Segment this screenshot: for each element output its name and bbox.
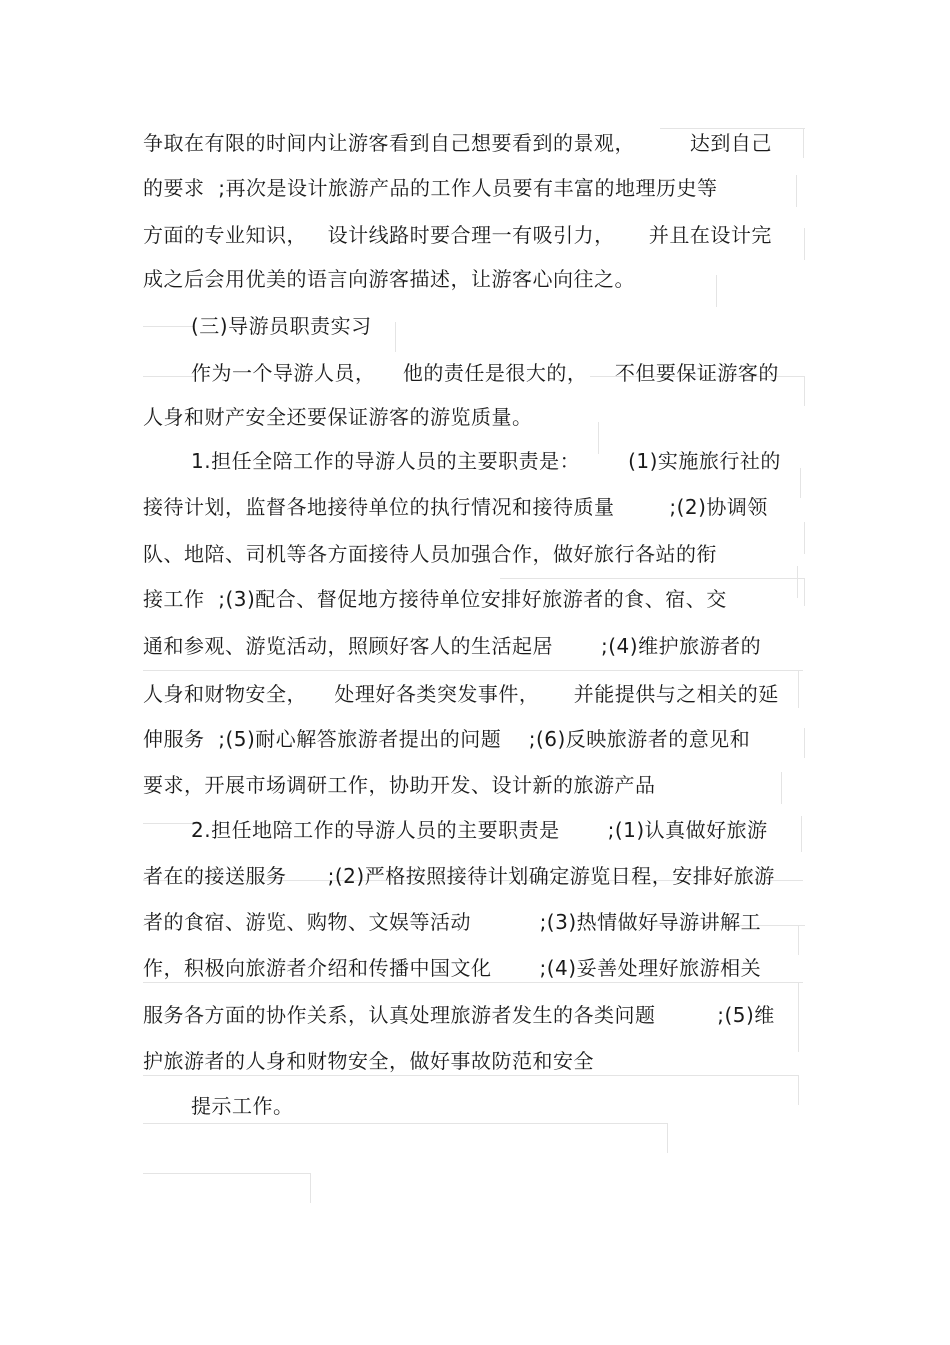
text-line: 队、地陪、司机等各方面接待人员加强合作，做好旅行各站的衔 <box>143 542 717 566</box>
rule-line <box>803 128 804 158</box>
rule-line <box>143 1123 668 1124</box>
rule-line <box>143 1075 798 1076</box>
text-line: 人身和财物安全， 处理好各类突发事件， 并能提供与之相关的延 <box>143 682 779 706</box>
rule-line <box>804 376 805 406</box>
rule-line <box>143 376 195 377</box>
rule-line <box>804 578 805 606</box>
text-line: 者的食宿、游览、购物、文娱等活动 ;(3)热情做好导游讲解工 <box>143 910 762 934</box>
rule-line <box>143 670 803 671</box>
section-heading: (三)导游员职责实习 <box>191 314 372 338</box>
rule-line <box>143 982 803 983</box>
text-line: 作，积极向旅游者介绍和传播中国文化 ;(4)妥善处理好旅游相关 <box>143 956 762 980</box>
text-line: 的要求 ;再次是设计旅游产品的工作人员要有丰富的地理历史等 <box>143 176 718 200</box>
rule-line <box>804 728 805 758</box>
text-line: 接待计划，监督各地接待单位的执行情况和接待质量 ;(2)协调领 <box>143 495 768 519</box>
text-line: 接工作 ;(3)配合、督促地方接待单位安排好旅游者的食、宿、交 <box>143 587 727 611</box>
rule-line <box>143 823 195 824</box>
rule-line <box>716 275 717 307</box>
rule-line <box>660 128 805 129</box>
rule-line <box>801 816 802 852</box>
text-line: 者在的接送服务 ;(2)严格按照接待计划确定游览日程，安排好旅游 <box>143 864 775 888</box>
text-line: 方面的专业知识， 设计线路时要合理一有吸引力， 并且在设计完 <box>143 223 772 247</box>
text-line: 争取在有限的时间内让游客看到自己想要看到的景观， 达到自己 <box>143 131 772 155</box>
rule-line <box>804 522 805 554</box>
rule-line <box>798 982 799 1052</box>
text-line: 通和参观、游览活动，照顾好客人的生活起居 ;(4)维护旅游者的 <box>143 634 762 658</box>
rule-line <box>798 670 799 708</box>
text-line: 服务各方面的协作关系，认真处理旅游者发生的各类问题 ;(5)维 <box>143 1003 775 1027</box>
rule-line <box>667 1123 668 1153</box>
rule-line <box>395 322 396 352</box>
text-line: 1.担任全陪工作的导游人员的主要职责是： (1)实施旅行社的 <box>191 449 781 473</box>
text-line: 2.担任地陪工作的导游人员的主要职责是 ;(1)认真做好旅游 <box>191 818 768 842</box>
text-line: 成之后会用优美的语言向游客描述，让游客心向往之。 <box>143 267 635 291</box>
rule-line <box>797 566 798 598</box>
rule-line <box>143 1173 311 1174</box>
rule-line <box>804 228 805 260</box>
rule-line <box>500 578 805 579</box>
rule-line <box>796 175 797 207</box>
rule-line <box>798 925 799 955</box>
text-line: 护旅游者的人身和财物安全，做好事故防范和安全 <box>143 1049 594 1073</box>
rule-line <box>143 326 195 327</box>
rule-line <box>310 1173 311 1203</box>
rule-line <box>800 468 801 498</box>
rule-line <box>798 1075 799 1105</box>
text-line: 要求，开展市场调研工作，协助开发、设计新的旅游产品 <box>143 773 656 797</box>
rule-line <box>781 772 782 804</box>
text-line: 作为一个导游人员， 他的责任是很大的， 不但要保证游客的 <box>191 361 779 385</box>
text-line: 人身和财产安全还要保证游客的游览质量。 <box>143 405 533 429</box>
text-line: 伸服务 ;(5)耐心解答旅游者提出的问题 ;(6)反映旅游者的意见和 <box>143 727 751 751</box>
text-line: 提示工作。 <box>191 1094 294 1118</box>
